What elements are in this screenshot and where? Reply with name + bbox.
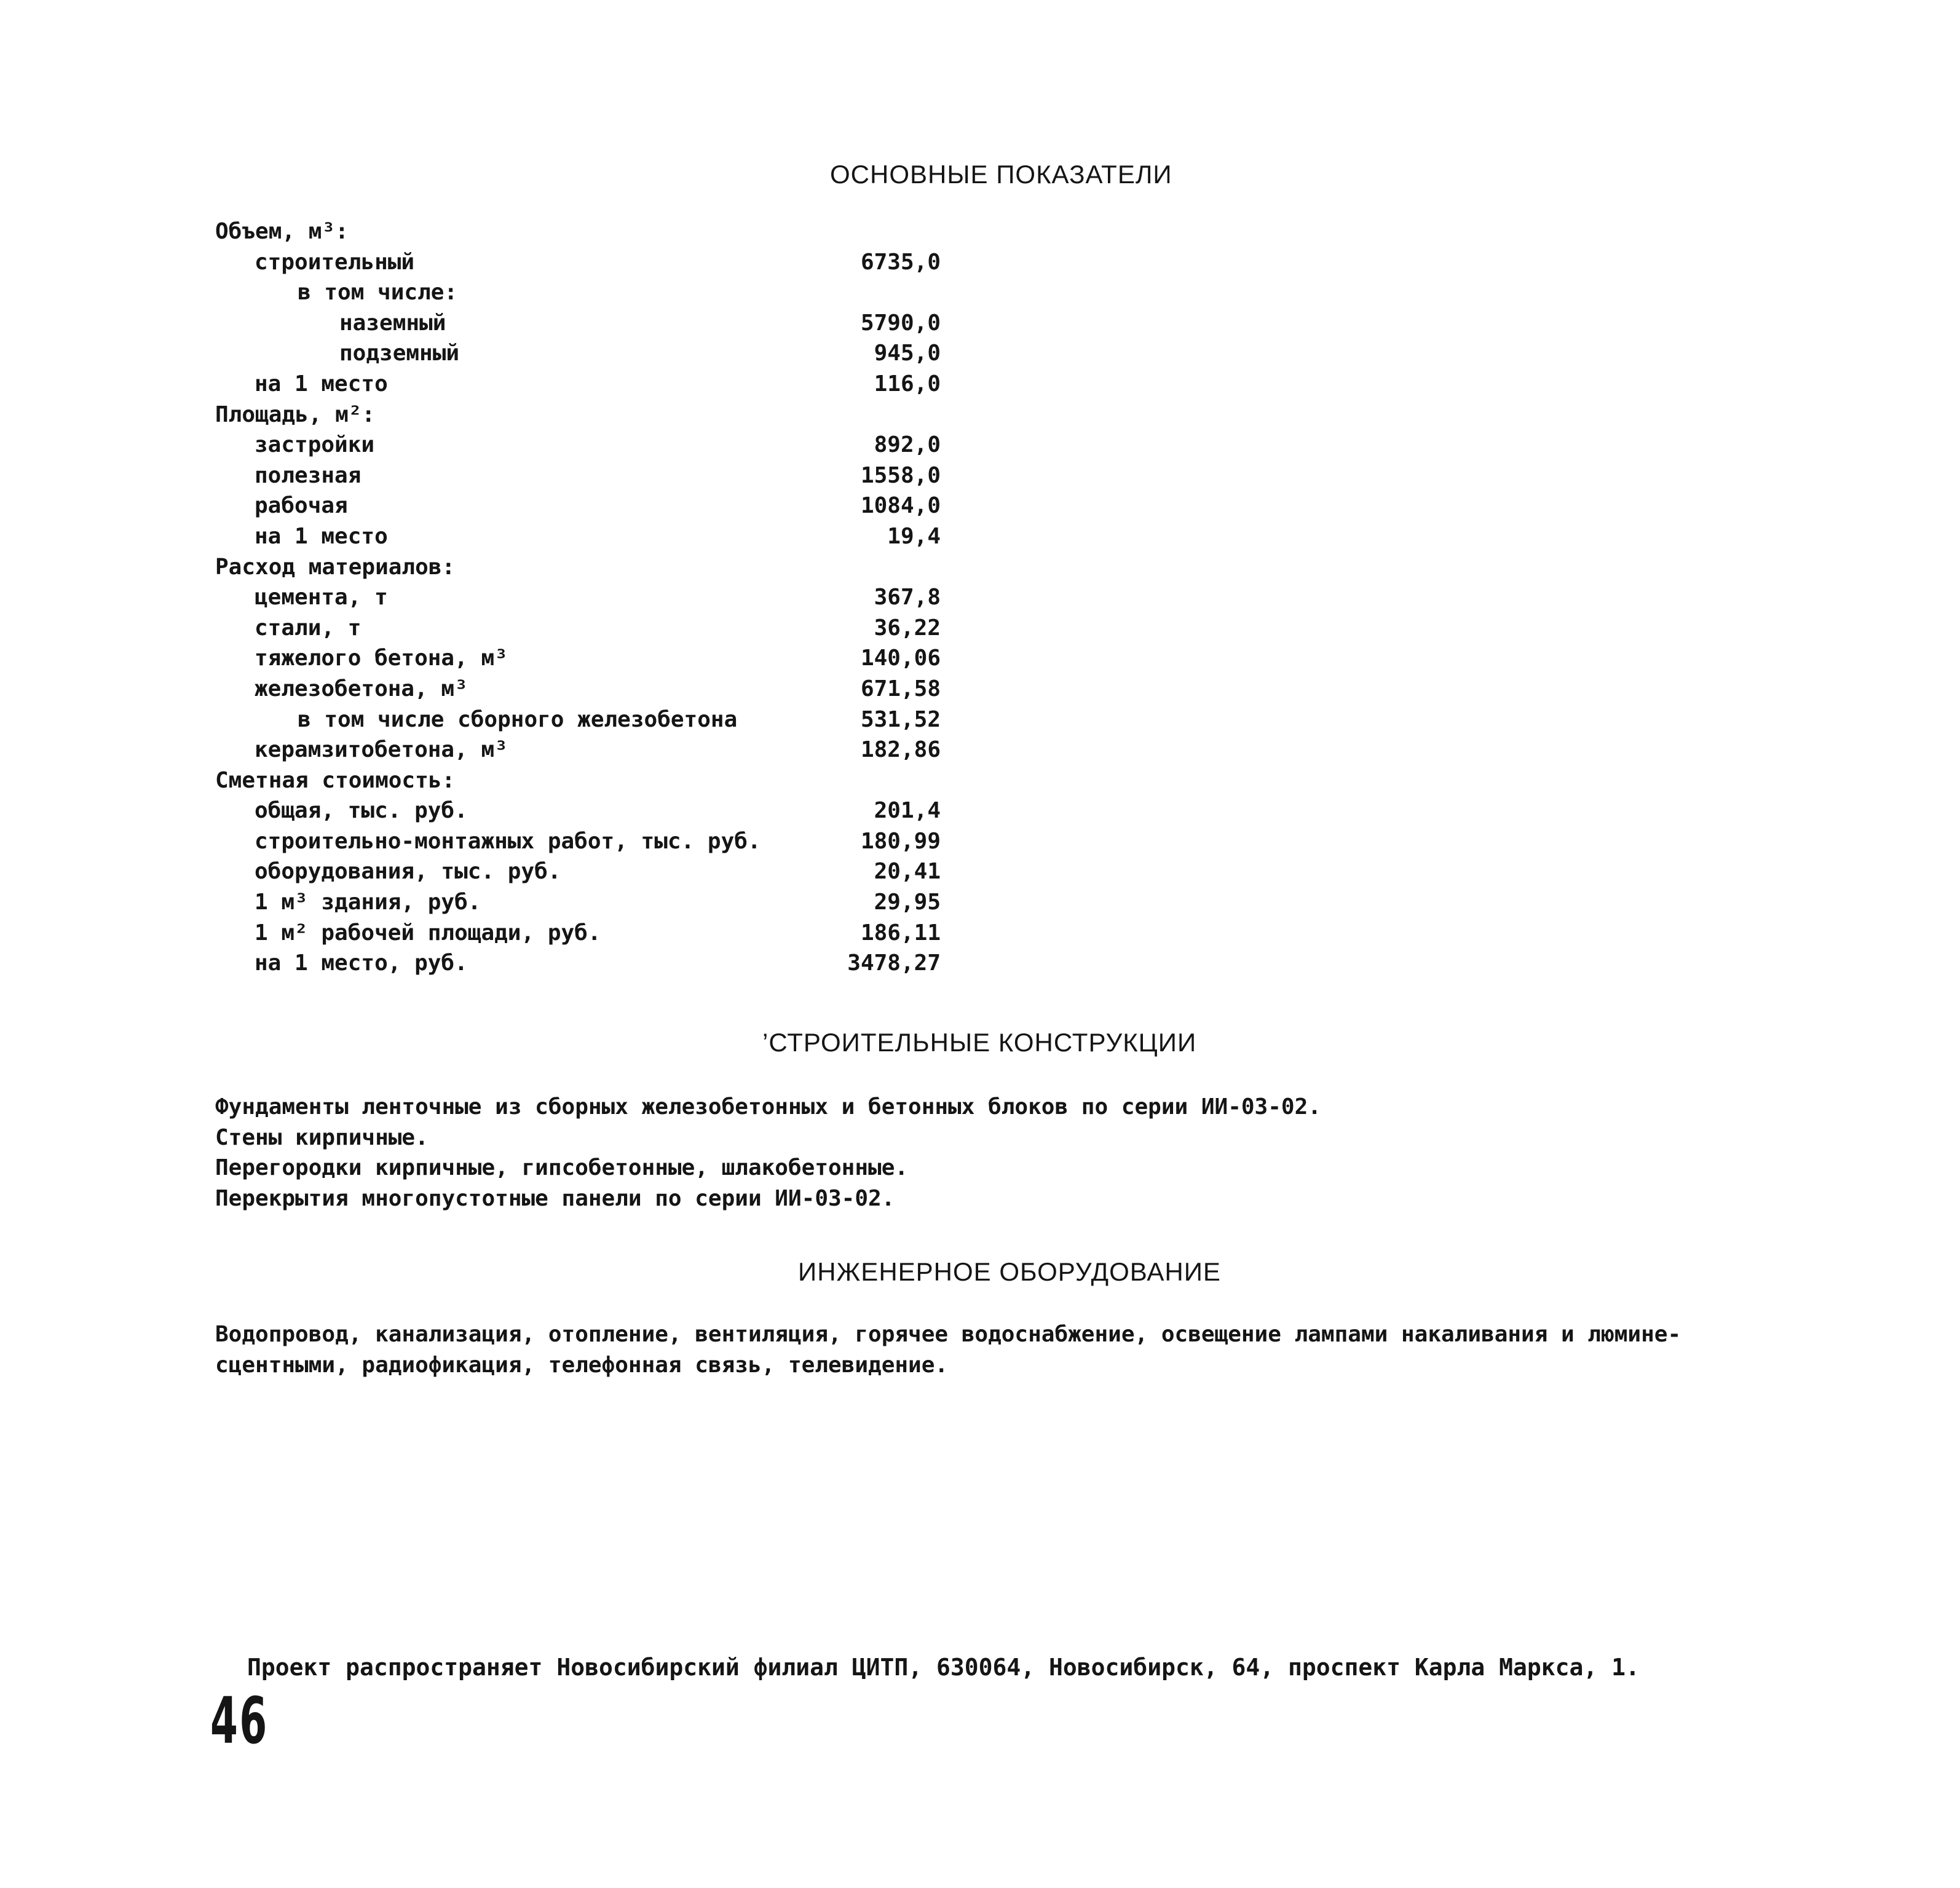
indicator-row <box>215 430 941 460</box>
indicator-row <box>215 277 941 308</box>
indicator-row <box>215 856 941 887</box>
indicator-value: 3478,27 <box>847 950 941 976</box>
indicator-row <box>215 826 941 857</box>
indicator-value: 180,99 <box>860 828 941 854</box>
engineering-text <box>215 1319 1681 1380</box>
indicator-row <box>215 400 941 430</box>
indicator-row <box>215 521 941 552</box>
indicator-row <box>215 948 941 979</box>
page-number: 46 <box>210 1683 269 1758</box>
indicator-value: 1558,0 <box>860 462 941 488</box>
indicator-label: полезная <box>255 462 362 488</box>
indicator-label: оборудования, тыс. руб. <box>255 859 561 885</box>
indicator-row <box>215 765 941 796</box>
construction-line: Перекрытия многопустотные панели по серии ИИ-03-02. <box>215 1185 895 1211</box>
indicator-label: в том числе: <box>298 280 458 306</box>
indicators-heading: ОСНОВНЫЕ ПОКАЗАТЕЛИ <box>830 160 1172 189</box>
indicator-row <box>215 613 941 644</box>
engineering-line: Водопровод, канализация, отопление, вентиляция, горячее водоснабжение, освещение лампами накаливания и люмине- <box>215 1322 1681 1347</box>
indicator-row <box>215 460 941 491</box>
indicator-label: наземный <box>339 310 446 336</box>
construction-line: Фундаменты ленточные из сборных железобетонных и бетонных блоков по серии ИИ-03-02. <box>215 1094 1321 1120</box>
indicator-value: 5790,0 <box>860 310 941 336</box>
indicator-label: стали, т <box>255 615 362 641</box>
engineering-heading: ИНЖЕНЕРНОЕ ОБОРУДОВАНИЕ <box>798 1257 1221 1286</box>
indicator-label: строительный <box>255 249 415 275</box>
indicator-label: тяжелого бетона, м³ <box>255 646 508 671</box>
indicator-label: на 1 место <box>255 371 388 397</box>
indicator-row <box>215 796 941 826</box>
indicator-value: 29,95 <box>874 890 941 915</box>
indicator-value: 201,4 <box>874 798 941 824</box>
indicator-label: застройки <box>255 432 375 458</box>
indicator-value: 6735,0 <box>860 249 941 275</box>
indicator-value: 671,58 <box>860 676 941 701</box>
indicator-label: на 1 место <box>255 523 388 549</box>
indicator-row <box>215 308 941 339</box>
indicators-table <box>215 216 941 979</box>
indicator-label: 1 м³ здания, руб. <box>255 890 481 915</box>
indicator-value: 36,22 <box>874 615 941 641</box>
indicator-label: цемента, т <box>255 585 388 610</box>
indicator-value: 20,41 <box>874 859 941 885</box>
indicator-row <box>215 338 941 369</box>
construction-heading: ’СТРОИТЕЛЬНЫЕ КОНСТРУКЦИИ <box>762 1028 1197 1057</box>
indicator-row <box>215 918 941 949</box>
indicator-label: общая, тыс. руб. <box>255 798 468 824</box>
indicator-value: 182,86 <box>860 737 941 763</box>
indicator-row <box>215 247 941 278</box>
construction-text <box>215 1092 1321 1214</box>
footer-note: Проект распространяет Новосибирский филиал ЦИТП, 630064, Новосибирск, 64, проспект Карла Маркса, 1. <box>247 1654 1640 1681</box>
indicator-label: на 1 место, руб. <box>255 950 468 976</box>
indicator-value: 531,52 <box>860 706 941 732</box>
indicator-row <box>215 369 941 400</box>
indicator-row <box>215 643 941 674</box>
indicator-row <box>215 705 941 735</box>
indicator-value: 945,0 <box>874 341 941 366</box>
indicator-row <box>215 674 941 705</box>
indicator-row <box>215 735 941 765</box>
indicator-row <box>215 216 941 247</box>
construction-line: Стены кирпичные. <box>215 1124 429 1150</box>
indicator-row <box>215 491 941 521</box>
engineering-line: сцентными, радиофикация, телефонная связь, телевидение. <box>215 1352 949 1378</box>
indicator-label: строительно-монтажных работ, тыс. руб. <box>255 828 761 854</box>
indicator-value: 19,4 <box>887 523 941 549</box>
indicator-row <box>215 582 941 613</box>
indicator-value: 186,11 <box>860 920 941 946</box>
indicator-label: подземный <box>339 341 460 366</box>
indicator-value: 116,0 <box>874 371 941 397</box>
indicator-label: Площадь, м²: <box>215 401 376 427</box>
indicator-label: Сметная стоимость: <box>215 767 456 793</box>
indicator-label: 1 м² рабочей площади, руб. <box>255 920 601 946</box>
indicator-row <box>215 552 941 583</box>
indicator-label: Объем, м³: <box>215 219 349 244</box>
indicator-label: железобетона, м³ <box>255 676 468 701</box>
indicator-value: 367,8 <box>874 585 941 610</box>
indicator-label: рабочая <box>255 493 348 519</box>
construction-line: Перегородки кирпичные, гипсобетонные, шлакобетонные. <box>215 1155 909 1181</box>
indicator-value: 892,0 <box>874 432 941 458</box>
indicator-label: керамзитобетона, м³ <box>255 737 508 763</box>
indicator-value: 140,06 <box>860 646 941 671</box>
indicator-label: Расход материалов: <box>215 554 456 580</box>
indicator-row <box>215 887 941 918</box>
indicator-label: в том числе сборного железобетона <box>298 706 738 732</box>
indicator-value: 1084,0 <box>860 493 941 519</box>
